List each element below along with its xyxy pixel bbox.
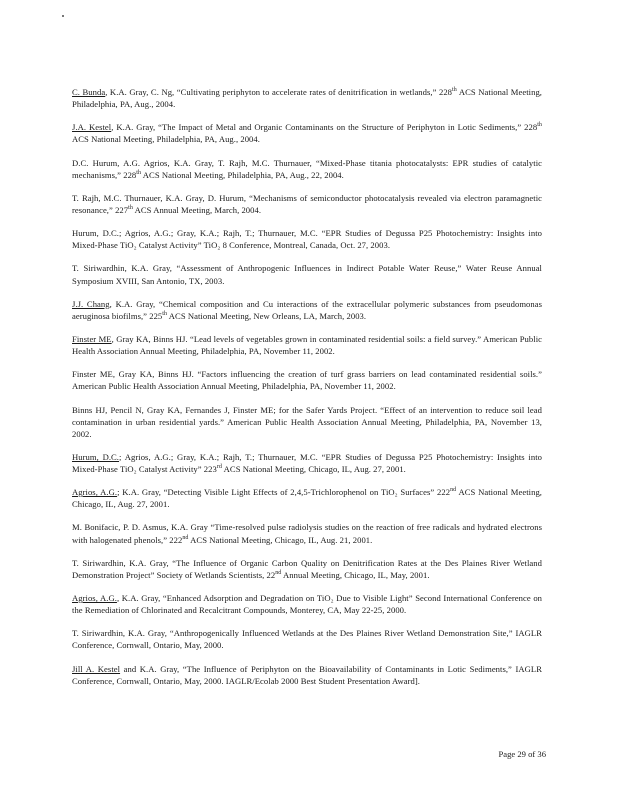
reference-entry — [72, 157, 542, 181]
reference-text: , K.A. Gray, “Chemical composition and Cu interactions of the extracellular polymeric substances from pseudomonas aeruginosa biofilms,” 225 — [72, 298, 543, 321]
reference-text: ACS National Meeting, Philadelphia, PA, Aug., 2004. — [72, 87, 542, 110]
reference-text: , K.A. Gray, “The Impact of Metal and Organic Contaminants on the Structure of Periphyton in Lotic Sediments,” 228 — [111, 122, 538, 133]
ordinal-suffix: th — [537, 122, 542, 129]
ordinal-suffix: nd — [275, 569, 282, 576]
reference-text: M. Bonifacic, P. D. Asmus, K.A. Gray “Time-resolved pulse radiolysis studies on the reaction of free radicals and hydrated electrons with halogenated phenols,” 222 — [72, 522, 542, 545]
reference-entry — [72, 86, 542, 110]
reference-text: Finster ME, Gray KA, Binns HJ. “Factors influencing the creation of turf grass barriers on lead contaminated residential soils.” American Public Health Association Annual Meeting, Philadelphia, PA, November 11, 2002. — [72, 369, 542, 392]
reference-text: D.C. Hurum, A.G. Agrios, K.A. Gray, T. Rajh, M.C. Thurnauer, “Mixed-Phase titania photocatalysts: EPR studies of catalytic mechanisms,” 228 — [72, 157, 542, 180]
reference-entry — [72, 592, 542, 616]
reference-text: and K.A. Gray, “The Influence of Periphyton on the Bioavailability of Contaminants in Lotic Sediments,” IAGLR Conference, Cornwall, Ontario, May, 2000. IAGLR/Ecolab 2000 Best Student Presentation Award]. — [72, 663, 542, 686]
reference-text: T. Rajh, M.C. Thurnauer, K.A. Gray, D. Hurum, “Mechanisms of semiconductor photocatalysis revealed via electron paramagnetic resonance,” 227 — [72, 192, 542, 215]
ordinal-suffix: rd — [216, 464, 222, 471]
reference-text: ACS National Meeting, Philadelphia, PA, Aug., 2004. — [72, 134, 260, 145]
reference-author: J.J. Chang — [72, 298, 110, 309]
reference-entry — [72, 557, 542, 581]
reference-text: T. Siriwardhin, K.A. Gray, “Assessment of Anthropogenic Influences in Indirect Potable Water Reuse,” Water Reuse Annual Symposium XVIII, San Antonio, TX, 2003. — [72, 263, 542, 286]
reference-entry — [72, 404, 542, 440]
reference-text: ; K.A. Gray, “Detecting Visible Light Effects of 2,4,5-Trichlorophenol on TiO₂ Surfaces” 222 — [117, 487, 451, 498]
reference-author: Finster ME — [72, 333, 112, 344]
ordinal-suffix: th — [162, 310, 168, 317]
reference-text: ; Agrios, A.G.; Gray, K.A.; Rajh, T.; Thurnauer, M.C. “EPR Studies of Degussa P25 Photochemistry: Insights into Mixed-Phase TiO₂ Catalyst Activity” 223 — [72, 451, 543, 474]
reference-text: ACS Annual Meeting, March, 2004. — [132, 204, 262, 215]
reference-author: C. Bunda — [72, 87, 106, 97]
reference-entry — [72, 663, 542, 687]
ordinal-suffix: nd — [450, 487, 457, 494]
reference-text: ACS National Meeting, Chicago, IL, Aug. 21, 2001. — [188, 534, 373, 545]
reference-entry — [72, 121, 542, 145]
reference-text: T. Siriwardhin, K.A. Gray, “The Influence of Organic Carbon Quality on Denitrification Rates at the Des Plaines River Wetland Demonstration Project” Society of Wetlands Scientists, 22 — [72, 557, 542, 580]
reference-entry — [72, 451, 542, 475]
reference-text: ACS National Meeting, Philadelphia, PA, Aug., 22, 2004. — [141, 169, 344, 180]
reference-text: ACS National Meeting, New Orleans, LA, March, 2003. — [167, 310, 367, 321]
reference-text: , K.A. Gray, “Enhanced Adsorption and Degradation on TiO₂ Due to Visible Light” Second International Conference on the Remediation of Chlorinated and Recalcitrant Compounds, Monterey, CA, May 22-25, 2000. — [72, 593, 543, 616]
page-number: Page 29 of 36 — [498, 749, 546, 759]
ordinal-suffix: th — [452, 87, 457, 94]
reference-text: Annual Meeting, Chicago, IL, May, 2001. — [281, 569, 430, 580]
reference-text: , K.A. Gray, C. Ng, “Cultivating periphyton to accelerate rates of denitrification in wetlands,” 228 — [105, 87, 453, 97]
reference-entry — [72, 333, 542, 357]
reference-author: Hurum, D.C. — [72, 451, 120, 462]
reference-entry — [72, 486, 542, 510]
page-mark — [62, 15, 64, 17]
ordinal-suffix: th — [136, 169, 142, 176]
reference-entry — [72, 521, 542, 545]
reference-author: Agrios, A.G. — [72, 487, 118, 498]
reference-entry — [72, 368, 542, 392]
reference-entry — [72, 192, 542, 216]
ordinal-suffix: th — [128, 205, 133, 212]
reference-entry — [72, 262, 542, 286]
reference-entry — [72, 227, 542, 251]
reference-text: ACS National Meeting, Chicago, IL, Aug. 27, 2001. — [221, 464, 406, 474]
reference-author: J.A. Kestel — [72, 122, 112, 133]
ordinal-suffix: nd — [182, 534, 189, 541]
reference-text: Hurum, D.C.; Agrios, A.G.; Gray, K.A.; Rajh, T.; Thurnauer, M.C. “EPR Studies of Degussa P25 Photochemistry: Insights into Mixed-Phase TiO₂ Catalyst Activity” TiO₂ 8 Conference, Montreal, Canada, Oct. 27, 2003. — [72, 228, 542, 251]
reference-entry — [72, 627, 542, 651]
reference-text: ACS National Meeting, Chicago, IL, Aug. 27, 2001. — [72, 487, 542, 510]
reference-author: Jill A. Kestel — [72, 663, 121, 674]
reference-author: Agrios, A.G. — [72, 593, 117, 604]
reference-text: T. Siriwardhin, K.A. Gray, “Anthropogenically Influenced Wetlands at the Des Plaines River Wetland Demonstration Site,” IAGLR Conference, Cornwall, Ontario, May, 2000. — [72, 628, 542, 651]
reference-text: , Gray KA, Binns HJ. “Lead levels of vegetables grown in contaminated residential soils: a field survey.” American Public Health Association Annual Meeting, Philadelphia, PA, November 11, 2002. — [72, 333, 542, 357]
reference-entry — [72, 298, 542, 322]
reference-text: Binns HJ, Pencil N, Gray KA, Fernandes J, Finster ME; for the Safer Yards Project. “Effect of an intervention to reduce soil lead contamination in urban residential yards.” American Public Health Association Annual Meeting, Philadelphia, PA, November 13, 2002. — [72, 404, 542, 439]
reference-list — [72, 86, 542, 698]
